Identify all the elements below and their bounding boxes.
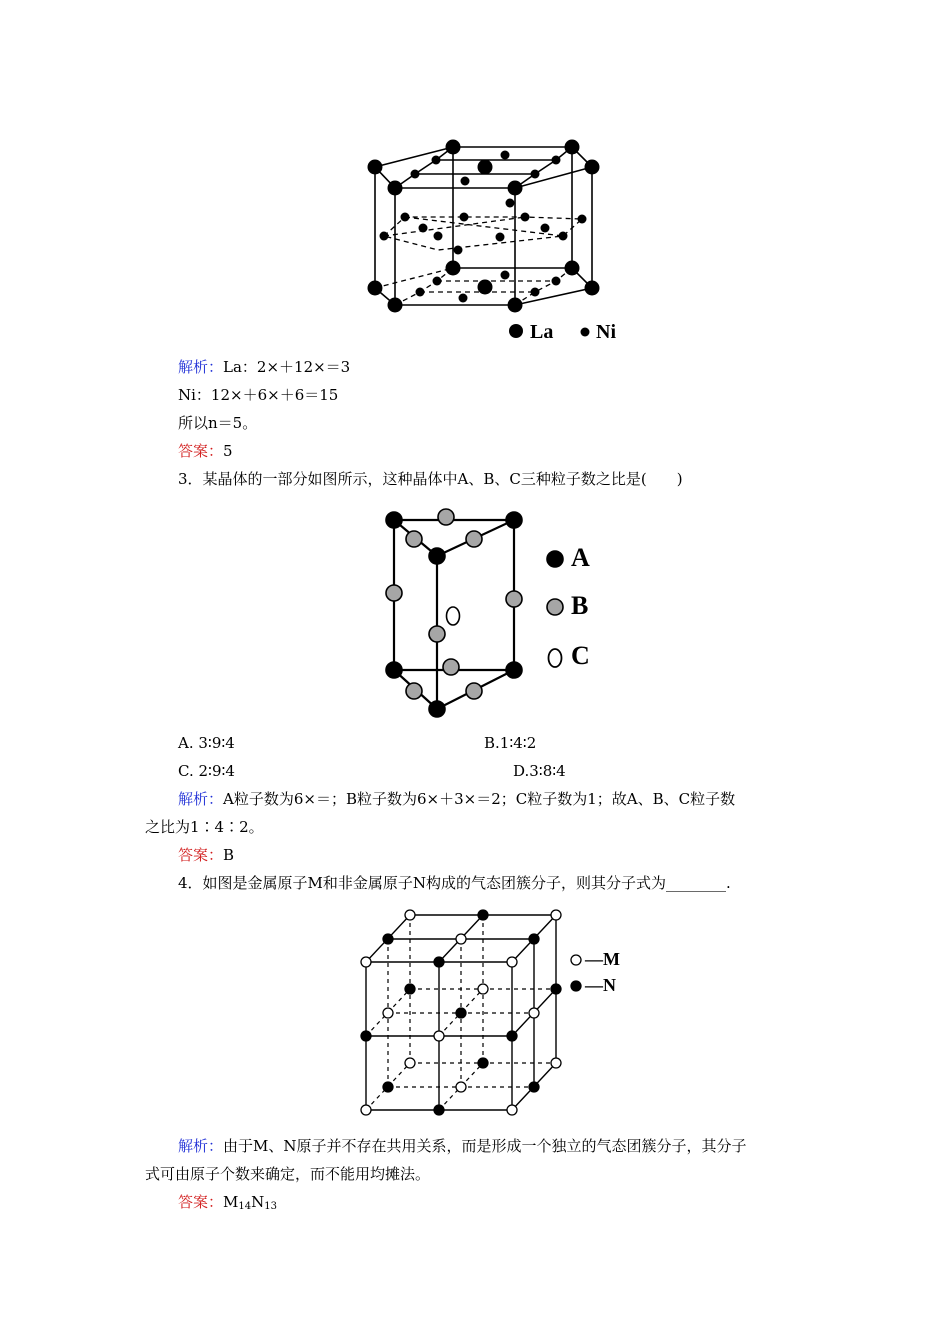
option-d	[513, 761, 566, 781]
legend-m-label: —M	[585, 949, 620, 969]
option-c	[178, 761, 235, 781]
answer3-line	[178, 845, 234, 865]
legend-b-label: B	[571, 591, 589, 620]
solution3-line2: 之比为1∶4∶2。	[145, 818, 264, 836]
answer1-value: 5	[223, 442, 233, 460]
option-c-key: C.	[178, 762, 194, 780]
formula-n: N	[251, 1193, 265, 1211]
la-count: La：2×＋12×＝3	[223, 358, 351, 376]
solution-label: 解析：	[178, 1137, 224, 1155]
ni-count: Ni：12×＋6×＋6＝15	[178, 386, 339, 404]
answer3-value: B	[223, 846, 235, 864]
solution4-line2: 式可由原子个数来确定，而不能用均摊法。	[145, 1165, 431, 1183]
mn-legend-symbols	[568, 950, 584, 995]
mn-cluster-cube-figure	[355, 905, 570, 1120]
formula-m: M	[223, 1193, 239, 1211]
answer1-line	[178, 441, 233, 461]
option-d-text: 3∶8∶4	[529, 762, 566, 780]
question4-text: 4．如图是金属原子M和非金属原子N构成的气态团簇分子，则其分子式为________.	[178, 874, 731, 892]
option-a-key: A.	[178, 734, 194, 752]
option-c-text: 2∶9∶4	[198, 762, 235, 780]
legend-n-label: —N	[585, 975, 616, 995]
formula-m-subscript: 14	[238, 1201, 252, 1212]
solution-label: 解析：	[178, 790, 224, 808]
answer4-line	[178, 1192, 277, 1212]
answer-label: 答案：	[178, 1193, 224, 1211]
legend-la-label: La	[530, 321, 554, 343]
question3-text: 3．某晶体的一部分如图所示，这种晶体中A、B、C三种粒子数之比是( )	[178, 470, 683, 488]
formula-n-subscript: 13	[264, 1201, 277, 1212]
solution1-line1	[178, 357, 350, 377]
option-b	[484, 733, 536, 753]
option-b-text: 1∶4∶2	[499, 734, 537, 752]
solution3-text1: A粒子数为6×＝；B粒子数为6×＋3×＝2；C粒子数为1；故A、B、C粒子数	[223, 790, 736, 808]
solution4-text1: 由于M、N原子并不存在共用关系，而是形成一个独立的气态团簇分子，其分子	[223, 1137, 747, 1155]
legend-a-label: A	[571, 543, 590, 572]
option-b-key: B.	[484, 734, 500, 752]
solution3-line1	[178, 789, 735, 809]
abc-legend-symbols	[540, 545, 570, 675]
answer-label: 答案：	[178, 846, 224, 864]
legend-c-label: C	[571, 641, 590, 670]
option-d-key: D.	[513, 762, 530, 780]
lani-hexagonal-cell-figure	[360, 130, 630, 345]
legend-ni-label: Ni	[596, 321, 616, 343]
abc-prism-figure	[378, 505, 538, 720]
solution-label: 解析：	[178, 358, 224, 376]
solution1-conclusion: 所以n＝5。	[178, 414, 258, 432]
option-a	[178, 733, 235, 753]
answer-label: 答案：	[178, 442, 224, 460]
option-a-text: 3∶9∶4	[198, 734, 235, 752]
solution4-line1	[178, 1136, 747, 1156]
